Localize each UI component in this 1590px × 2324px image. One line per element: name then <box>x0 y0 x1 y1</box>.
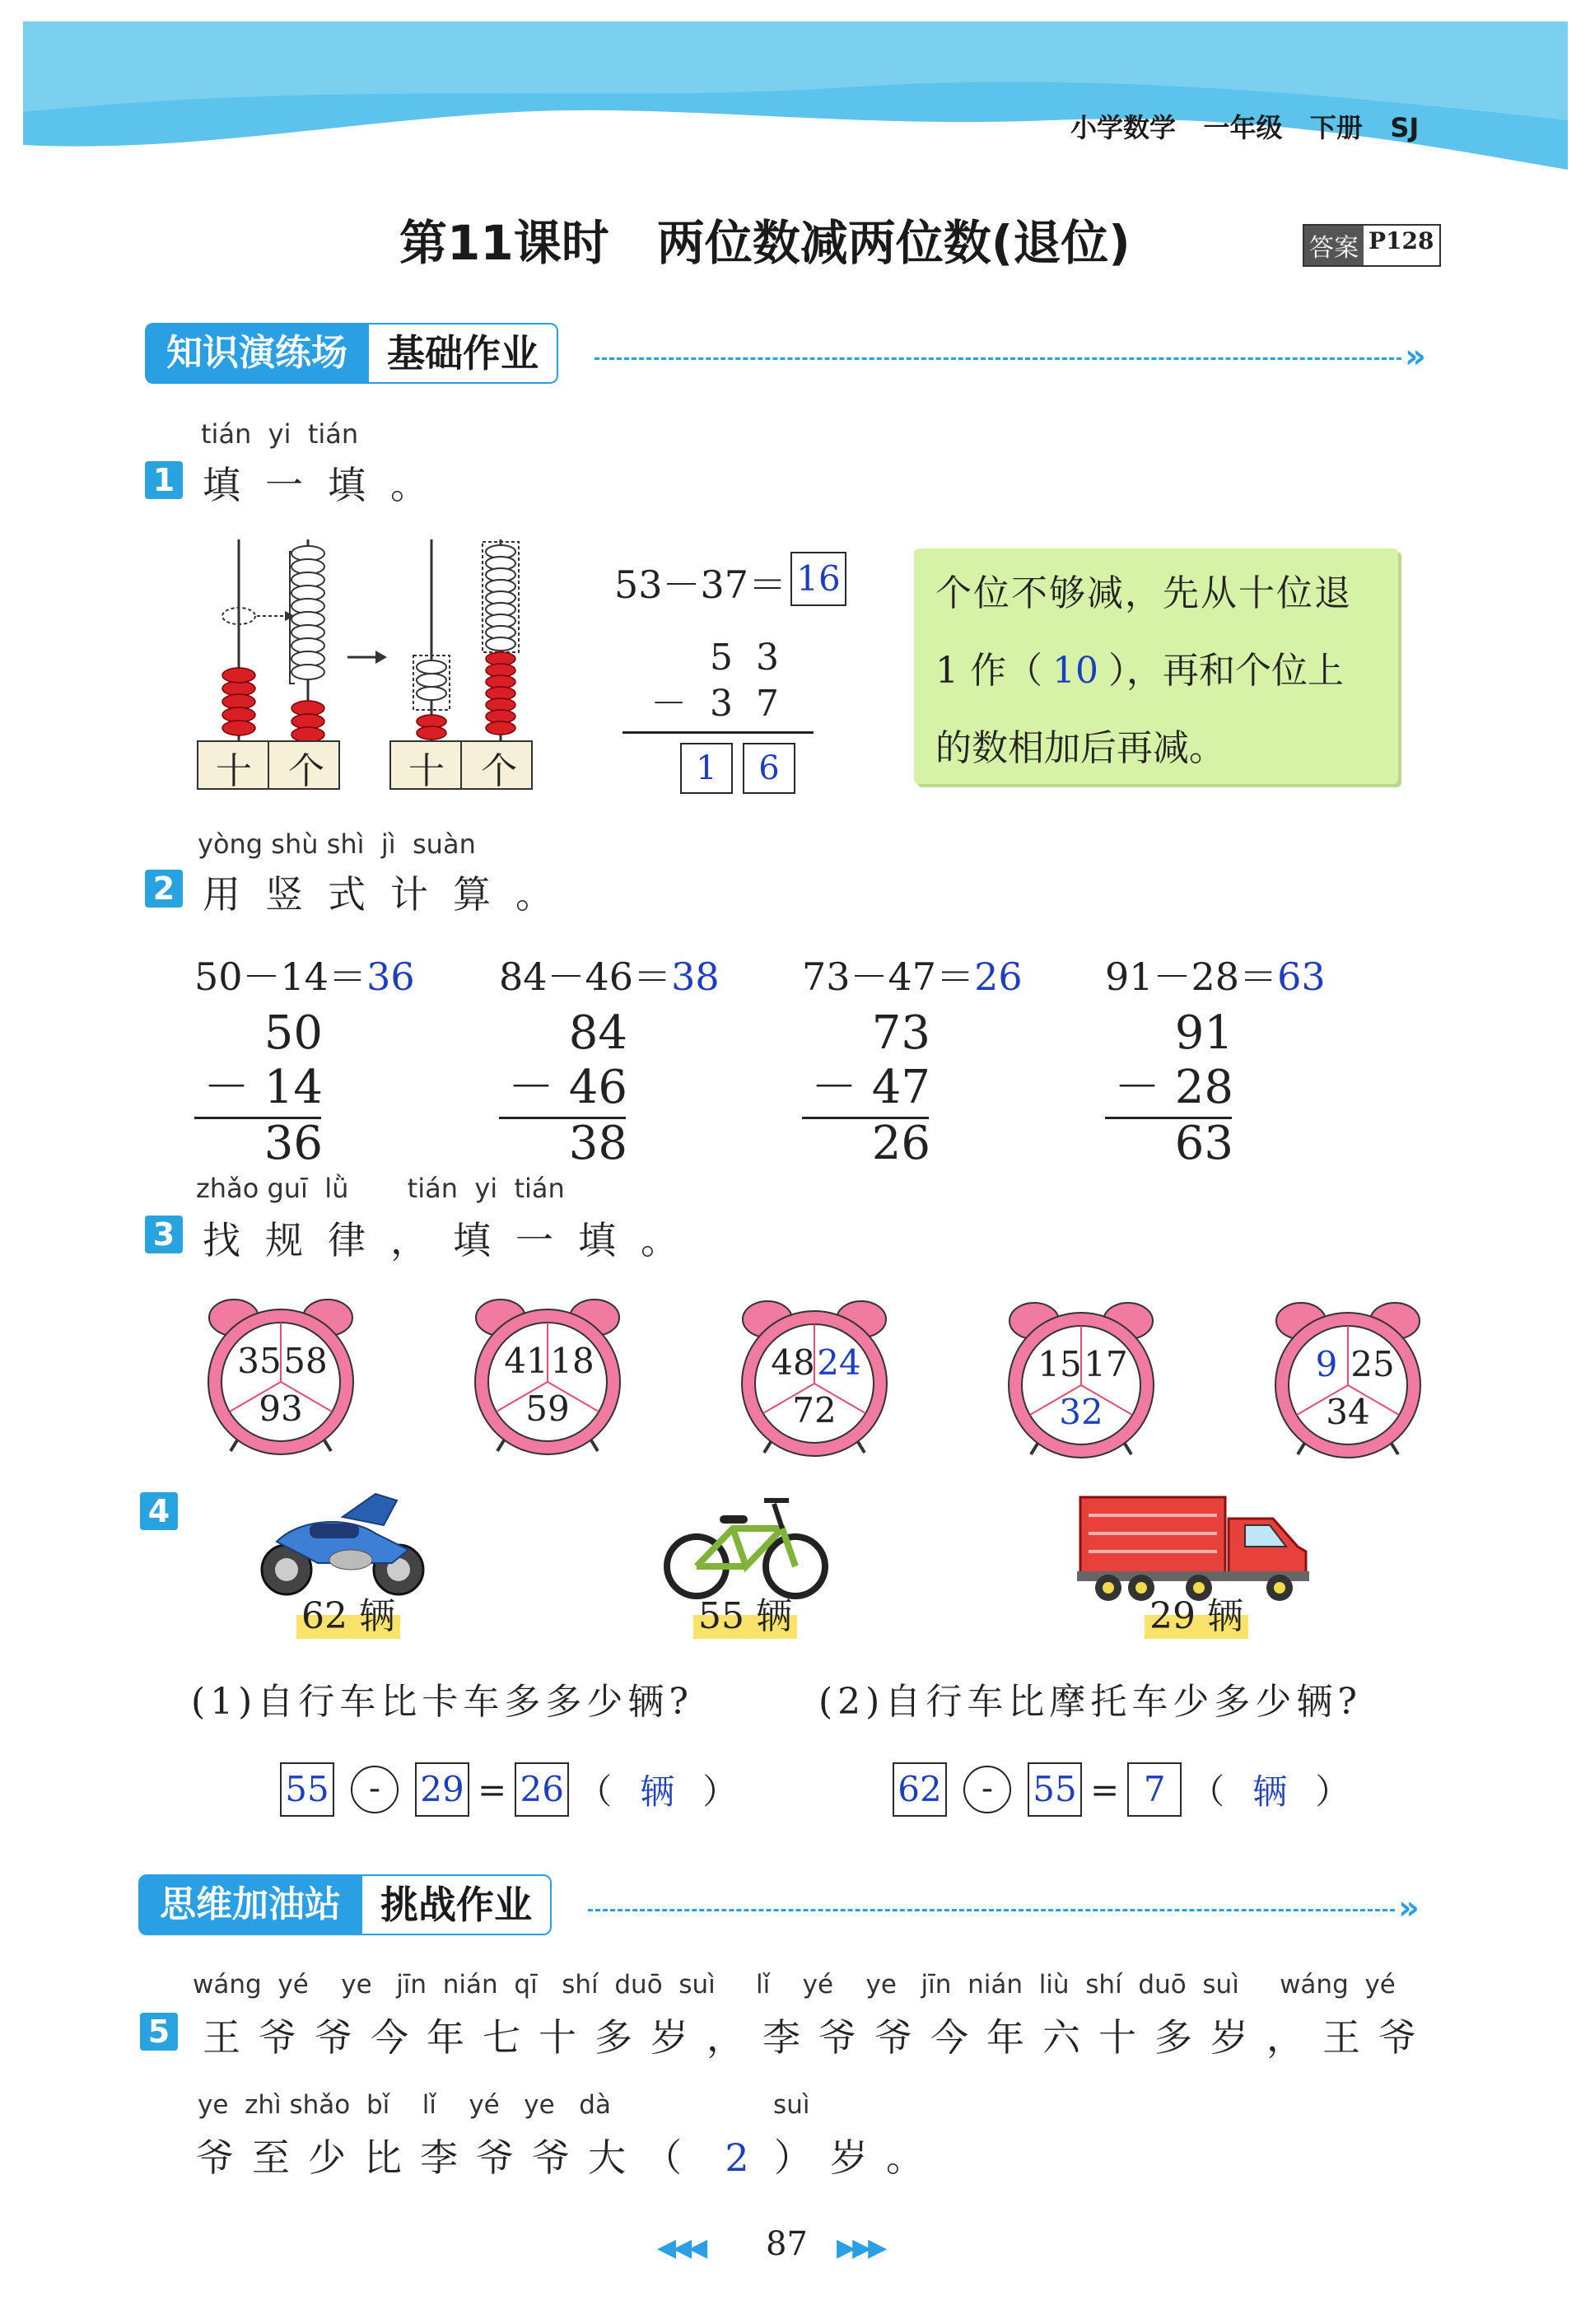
q2-problem-3 <box>802 947 1074 1178</box>
tip-box <box>914 548 1398 784</box>
q2-problem-4 <box>1105 947 1377 1178</box>
clock-left-answer[interactable]: 9 <box>1315 1344 1338 1384</box>
sub2-result-box[interactable]: 7 <box>1127 1762 1182 1817</box>
problem-expr <box>802 947 1074 1001</box>
problem-sub: － 28 <box>1113 1061 1233 1114</box>
q1-result-tens[interactable]: 1 <box>680 743 733 794</box>
section-divider <box>595 357 1401 360</box>
problem-expr-text: 73－47＝ <box>802 954 975 999</box>
tip-line-3: 的数相加后再减。 <box>935 727 1225 769</box>
problem-top: 84 <box>568 1006 627 1060</box>
q5-line-2-a: 爷至少比李爷爷大（ <box>196 2135 700 2180</box>
q2-pinyin: yòng shù shì jì suàn <box>198 828 476 860</box>
clock-bottom: 34 <box>1326 1392 1370 1432</box>
grade: 一年级 <box>1203 112 1283 143</box>
problem-top: 73 <box>871 1006 930 1060</box>
clock-left: 48 <box>771 1342 815 1383</box>
book-info <box>1070 107 1419 145</box>
clock-5 <box>1261 1295 1434 1459</box>
q1-result-ones[interactable]: 6 <box>743 743 795 794</box>
q1-answer-box[interactable]: 16 <box>790 552 846 606</box>
q5-number: 5 <box>140 2013 178 2051</box>
q4-sub2-question: (2)自行车比摩托车少多少辆? <box>818 1681 1362 1723</box>
q1-number: 1 <box>145 461 183 499</box>
clock-right: 17 <box>1084 1344 1128 1384</box>
lesson-title: 第11课时 两位数减两位数(退位) <box>399 215 1131 271</box>
problem-answer[interactable]: 38 <box>671 954 720 999</box>
problem-result: 38 <box>568 1117 627 1170</box>
clock-left: 35 <box>237 1341 282 1381</box>
sub2-unit[interactable]: 辆 <box>1252 1771 1288 1812</box>
q2-problem-2 <box>499 947 771 1178</box>
wave-banner <box>23 21 1568 186</box>
tip-line-2-b: ），再和个位上 <box>1107 650 1344 692</box>
sub2-subtrahend-box[interactable]: 55 <box>1028 1762 1082 1817</box>
problem-sub: － 46 <box>507 1061 627 1114</box>
sub1-subtrahend-box[interactable]: 29 <box>415 1762 469 1817</box>
clock-left: 41 <box>504 1341 548 1381</box>
clock-bottom: 72 <box>792 1390 837 1430</box>
answer-page: P128 <box>1369 227 1434 254</box>
problem-result: 36 <box>263 1117 323 1170</box>
q4-sub2-equation <box>893 1761 1350 1818</box>
clock-2 <box>461 1291 634 1456</box>
section-challenge <box>138 1874 552 1935</box>
q3-text: 找规律，填一填。 <box>203 1218 703 1262</box>
chevron-right-icon: » <box>1398 1889 1420 1927</box>
subject: 小学数学 <box>1070 112 1177 143</box>
section-tag-blue: 知识演练场 <box>145 323 369 384</box>
q2-text: 用竖式计算。 <box>203 872 578 917</box>
abacus-label-tens-2: 十 <box>408 750 445 792</box>
clock-bottom: 59 <box>525 1388 570 1429</box>
clock-right: 25 <box>1350 1344 1395 1384</box>
clock-4 <box>995 1295 1168 1459</box>
problem-expr-text: 91－28＝ <box>1105 954 1278 999</box>
clock-bottom: 93 <box>259 1388 303 1429</box>
problem-result: 26 <box>871 1117 930 1170</box>
q2-problem-1 <box>194 947 466 1178</box>
answer-label: 答案 <box>1304 226 1364 265</box>
q1-equation: 53－37＝ <box>614 562 787 607</box>
problem-sub: － 14 <box>203 1061 323 1114</box>
problem-top: 50 <box>263 1006 323 1060</box>
tip-line-2-a: 1 作（ <box>935 650 1042 692</box>
section-basic <box>145 323 558 384</box>
sub2-equals: = <box>1090 1769 1120 1810</box>
clock-bottom-answer[interactable]: 32 <box>1059 1392 1103 1432</box>
volume: 下册 <box>1309 112 1363 143</box>
sub1-unit-paren: （ 辆 ） <box>577 1765 737 1814</box>
problem-answer[interactable]: 63 <box>1277 954 1326 999</box>
q3-pinyin: zhǎo guī lǜ tián yi tián <box>196 1173 565 1204</box>
answer-ref[interactable] <box>1303 224 1441 267</box>
tip-answer[interactable]: 10 <box>1051 650 1098 692</box>
clock-3 <box>728 1293 901 1458</box>
truck-count: 29 辆 <box>1145 1586 1248 1639</box>
q5-answer[interactable]: 2 <box>725 2135 749 2180</box>
chevron-right-icon: » <box>1405 338 1426 376</box>
motorcycle-icon <box>252 1484 433 1599</box>
bicycle-icon <box>659 1487 832 1603</box>
q2-number: 2 <box>145 870 183 908</box>
abacus-label-tens-1: 十 <box>216 750 252 792</box>
clock-right-answer[interactable]: 24 <box>817 1342 861 1383</box>
q1-vertical-sub: － 3 7 <box>650 683 779 725</box>
section-tag-white: 挑战作业 <box>362 1874 552 1935</box>
q1-pinyin: tián yi tián <box>201 418 359 450</box>
q5-pinyin-2: ye zhì shǎo bǐ lǐ yé ye dà suì <box>198 2090 810 2120</box>
edition: SJ <box>1390 112 1420 143</box>
problem-expr <box>194 947 466 1001</box>
problem-expr-text: 50－14＝ <box>194 954 367 999</box>
q5-line-2 <box>196 2128 942 2182</box>
section-tag-blue: 思维加油站 <box>138 1874 362 1935</box>
sub1-minuend-box[interactable]: 55 <box>280 1762 334 1817</box>
tip-line-2 <box>935 641 1344 693</box>
q5-line-2-b: ）岁。 <box>774 2135 942 2180</box>
header-banner <box>23 21 1568 186</box>
q4-sub1-equation <box>280 1761 737 1818</box>
q1-text: 填一填。 <box>203 463 453 507</box>
problem-expr <box>1105 947 1377 1001</box>
abacus-label-ones-2: 个 <box>481 750 517 792</box>
sub1-result-box[interactable]: 26 <box>515 1762 569 1817</box>
q1-vertical-top: 5 3 <box>710 637 779 679</box>
sub1-operator-circle[interactable]: - <box>351 1766 399 1813</box>
q3-number: 3 <box>145 1216 183 1253</box>
problem-answer[interactable]: 26 <box>974 954 1023 999</box>
sub2-minuend-box[interactable]: 62 <box>893 1762 947 1817</box>
sub2-unit-paren: （ 辆 ） <box>1190 1765 1350 1814</box>
section-divider <box>588 1909 1395 1911</box>
sub2-operator-circle[interactable]: - <box>963 1766 1011 1813</box>
sub1-unit[interactable]: 辆 <box>640 1771 675 1812</box>
problem-top: 91 <box>1174 1006 1233 1060</box>
clock-right: 18 <box>550 1341 595 1381</box>
section-tag-white: 基础作业 <box>369 323 558 384</box>
next-page-icon[interactable]: ▶▶▶ <box>837 2233 884 2262</box>
clock-right: 58 <box>283 1341 328 1381</box>
motorcycle-count: 62 辆 <box>296 1586 400 1639</box>
abacus-label-ones-1: 个 <box>288 750 324 792</box>
q1-vertical-line <box>622 731 814 734</box>
sub1-equals: = <box>478 1769 507 1810</box>
problem-expr <box>499 947 771 1001</box>
q5-line-1: 王爷爷今年七十多岁，李爷爷今年六十多岁，王爷 <box>203 2015 1434 2060</box>
q4-sub1-question: (1)自行车比卡车多多少辆? <box>191 1681 693 1723</box>
q5-pinyin-1: wáng yé ye jīn nián qī shí duō suì lǐ yé ye jīn nián liù shí duō suì wáng yé <box>193 1970 1396 2000</box>
q4-number: 4 <box>140 1492 178 1530</box>
clock-left: 15 <box>1037 1344 1082 1384</box>
problem-expr-text: 84－46＝ <box>499 954 672 999</box>
problem-result: 63 <box>1174 1117 1233 1170</box>
tip-line-1: 个位不够减，先从十位退 <box>935 572 1352 614</box>
problem-sub: － 47 <box>810 1061 930 1114</box>
problem-answer[interactable]: 36 <box>366 954 415 999</box>
bicycle-count: 55 辆 <box>693 1586 797 1639</box>
page-number: 87 <box>766 2225 808 2263</box>
clock-1 <box>194 1291 367 1456</box>
prev-page-icon[interactable]: ◀◀◀ <box>657 2233 705 2262</box>
